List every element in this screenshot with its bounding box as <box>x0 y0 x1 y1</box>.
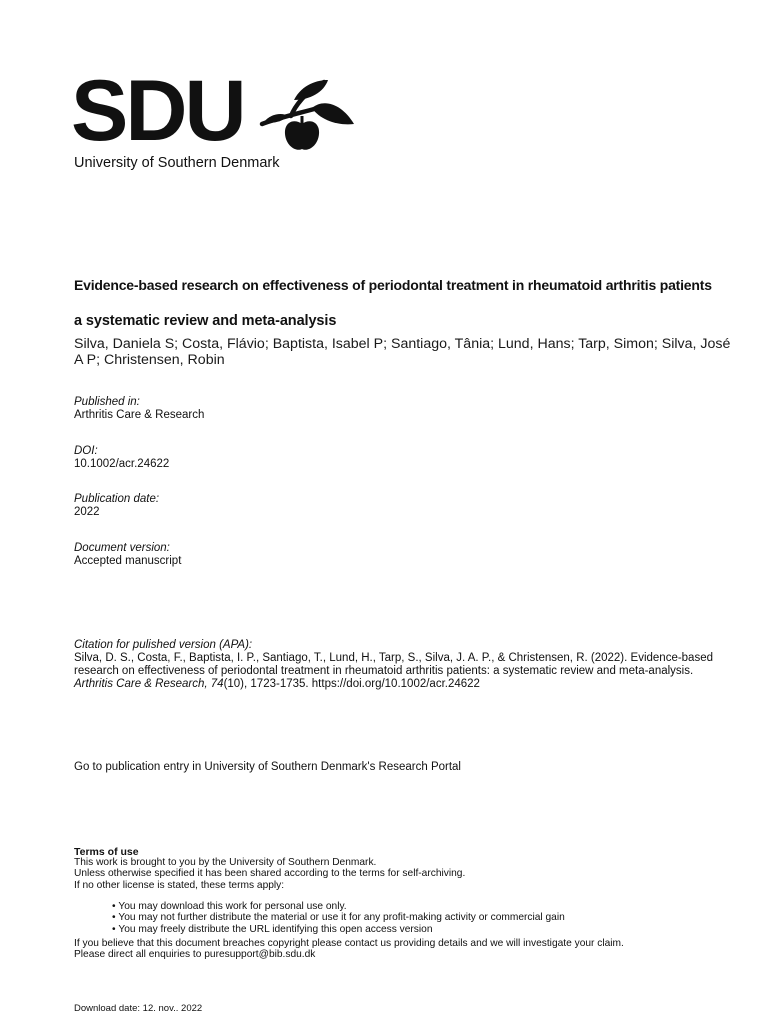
terms-line: Unless otherwise specified it has been shared according to the terms for self-archiving. <box>74 868 466 880</box>
terms-intro <box>74 857 465 891</box>
citation-part2[interactable]: (10), 1723-1735. https://doi.org/10.1002/acr.24622 <box>223 678 480 690</box>
terms-heading: Terms of use <box>74 846 139 858</box>
document-version-label: Document version: <box>74 542 170 554</box>
citation-volume: 74 <box>210 678 224 690</box>
research-portal-link[interactable]: Go to publication entry in University of Southern Denmark's Research Portal <box>74 761 461 773</box>
terms-line: If no other license is stated, these terms apply: <box>74 879 285 891</box>
citation-part1: Silva, D. S., Costa, F., Baptista, I. P., Santiago, T., Lund, H., Tarp, S., Silva, J. A. P., & Christensen, R. (2022). Evidence-based research on effectiveness of periodontal treatment in rheumatoid arthritis patients: a systematic review and meta-analysis. <box>74 652 713 677</box>
citation-label: Citation for pulished version (APA): <box>74 639 253 651</box>
terms-line: If you believe that this document breaches copyright please contact us providing details and we will investigate your claim. <box>74 938 624 949</box>
terms-bullet: • You may freely distribute the URL identifying this open access version <box>112 924 565 935</box>
doi-label: DOI: <box>74 445 98 457</box>
citation-text <box>74 652 734 691</box>
published-in-field <box>74 396 204 422</box>
published-in-label: Published in: <box>74 396 140 408</box>
published-in-value: Arthritis Care & Research <box>74 409 205 421</box>
document-subtitle: a systematic review and meta-analysis <box>74 313 337 329</box>
university-name: University of Southern Denmark <box>74 155 280 171</box>
publication-date-value: 2022 <box>74 506 100 518</box>
publication-date-label: Publication date: <box>74 493 160 505</box>
terms-bullet: • You may download this work for personal use only. <box>112 901 565 912</box>
apple-branch-icon <box>258 78 358 153</box>
terms-line: This work is brought to you by the University of Southern Denmark. <box>74 857 377 868</box>
citation-journal: Arthritis Care & Research <box>74 678 205 690</box>
document-version-field <box>74 542 181 568</box>
download-date: Download date: 12. nov.. 2022 <box>74 1003 203 1014</box>
author-list: Silva, Daniela S; Costa, Flávio; Baptista, Isabel P; Santiago, Tânia; Lund, Hans; Tarp, Simon; Silva, José A P; Christensen, Robin <box>74 336 731 368</box>
document-title: Evidence-based research on effectiveness of periodontal treatment in rheumatoid arthritis patients <box>74 277 712 293</box>
doi-field <box>74 445 169 471</box>
publication-date-field <box>74 493 159 519</box>
doi-value: 10.1002/acr.24622 <box>74 458 170 470</box>
terms-bullet: • You may not further distribute the material or use it for any profit-making activity or commercial gain <box>112 912 565 923</box>
citation-sep: , <box>204 678 211 690</box>
terms-line: Please direct all enquiries to puresupport@bib.sdu.dk <box>74 949 316 961</box>
terms-bullet-list <box>112 901 565 935</box>
logo-wordmark: SDU <box>71 63 244 159</box>
document-version-value: Accepted manuscript <box>74 555 182 567</box>
terms-contact <box>74 938 624 961</box>
